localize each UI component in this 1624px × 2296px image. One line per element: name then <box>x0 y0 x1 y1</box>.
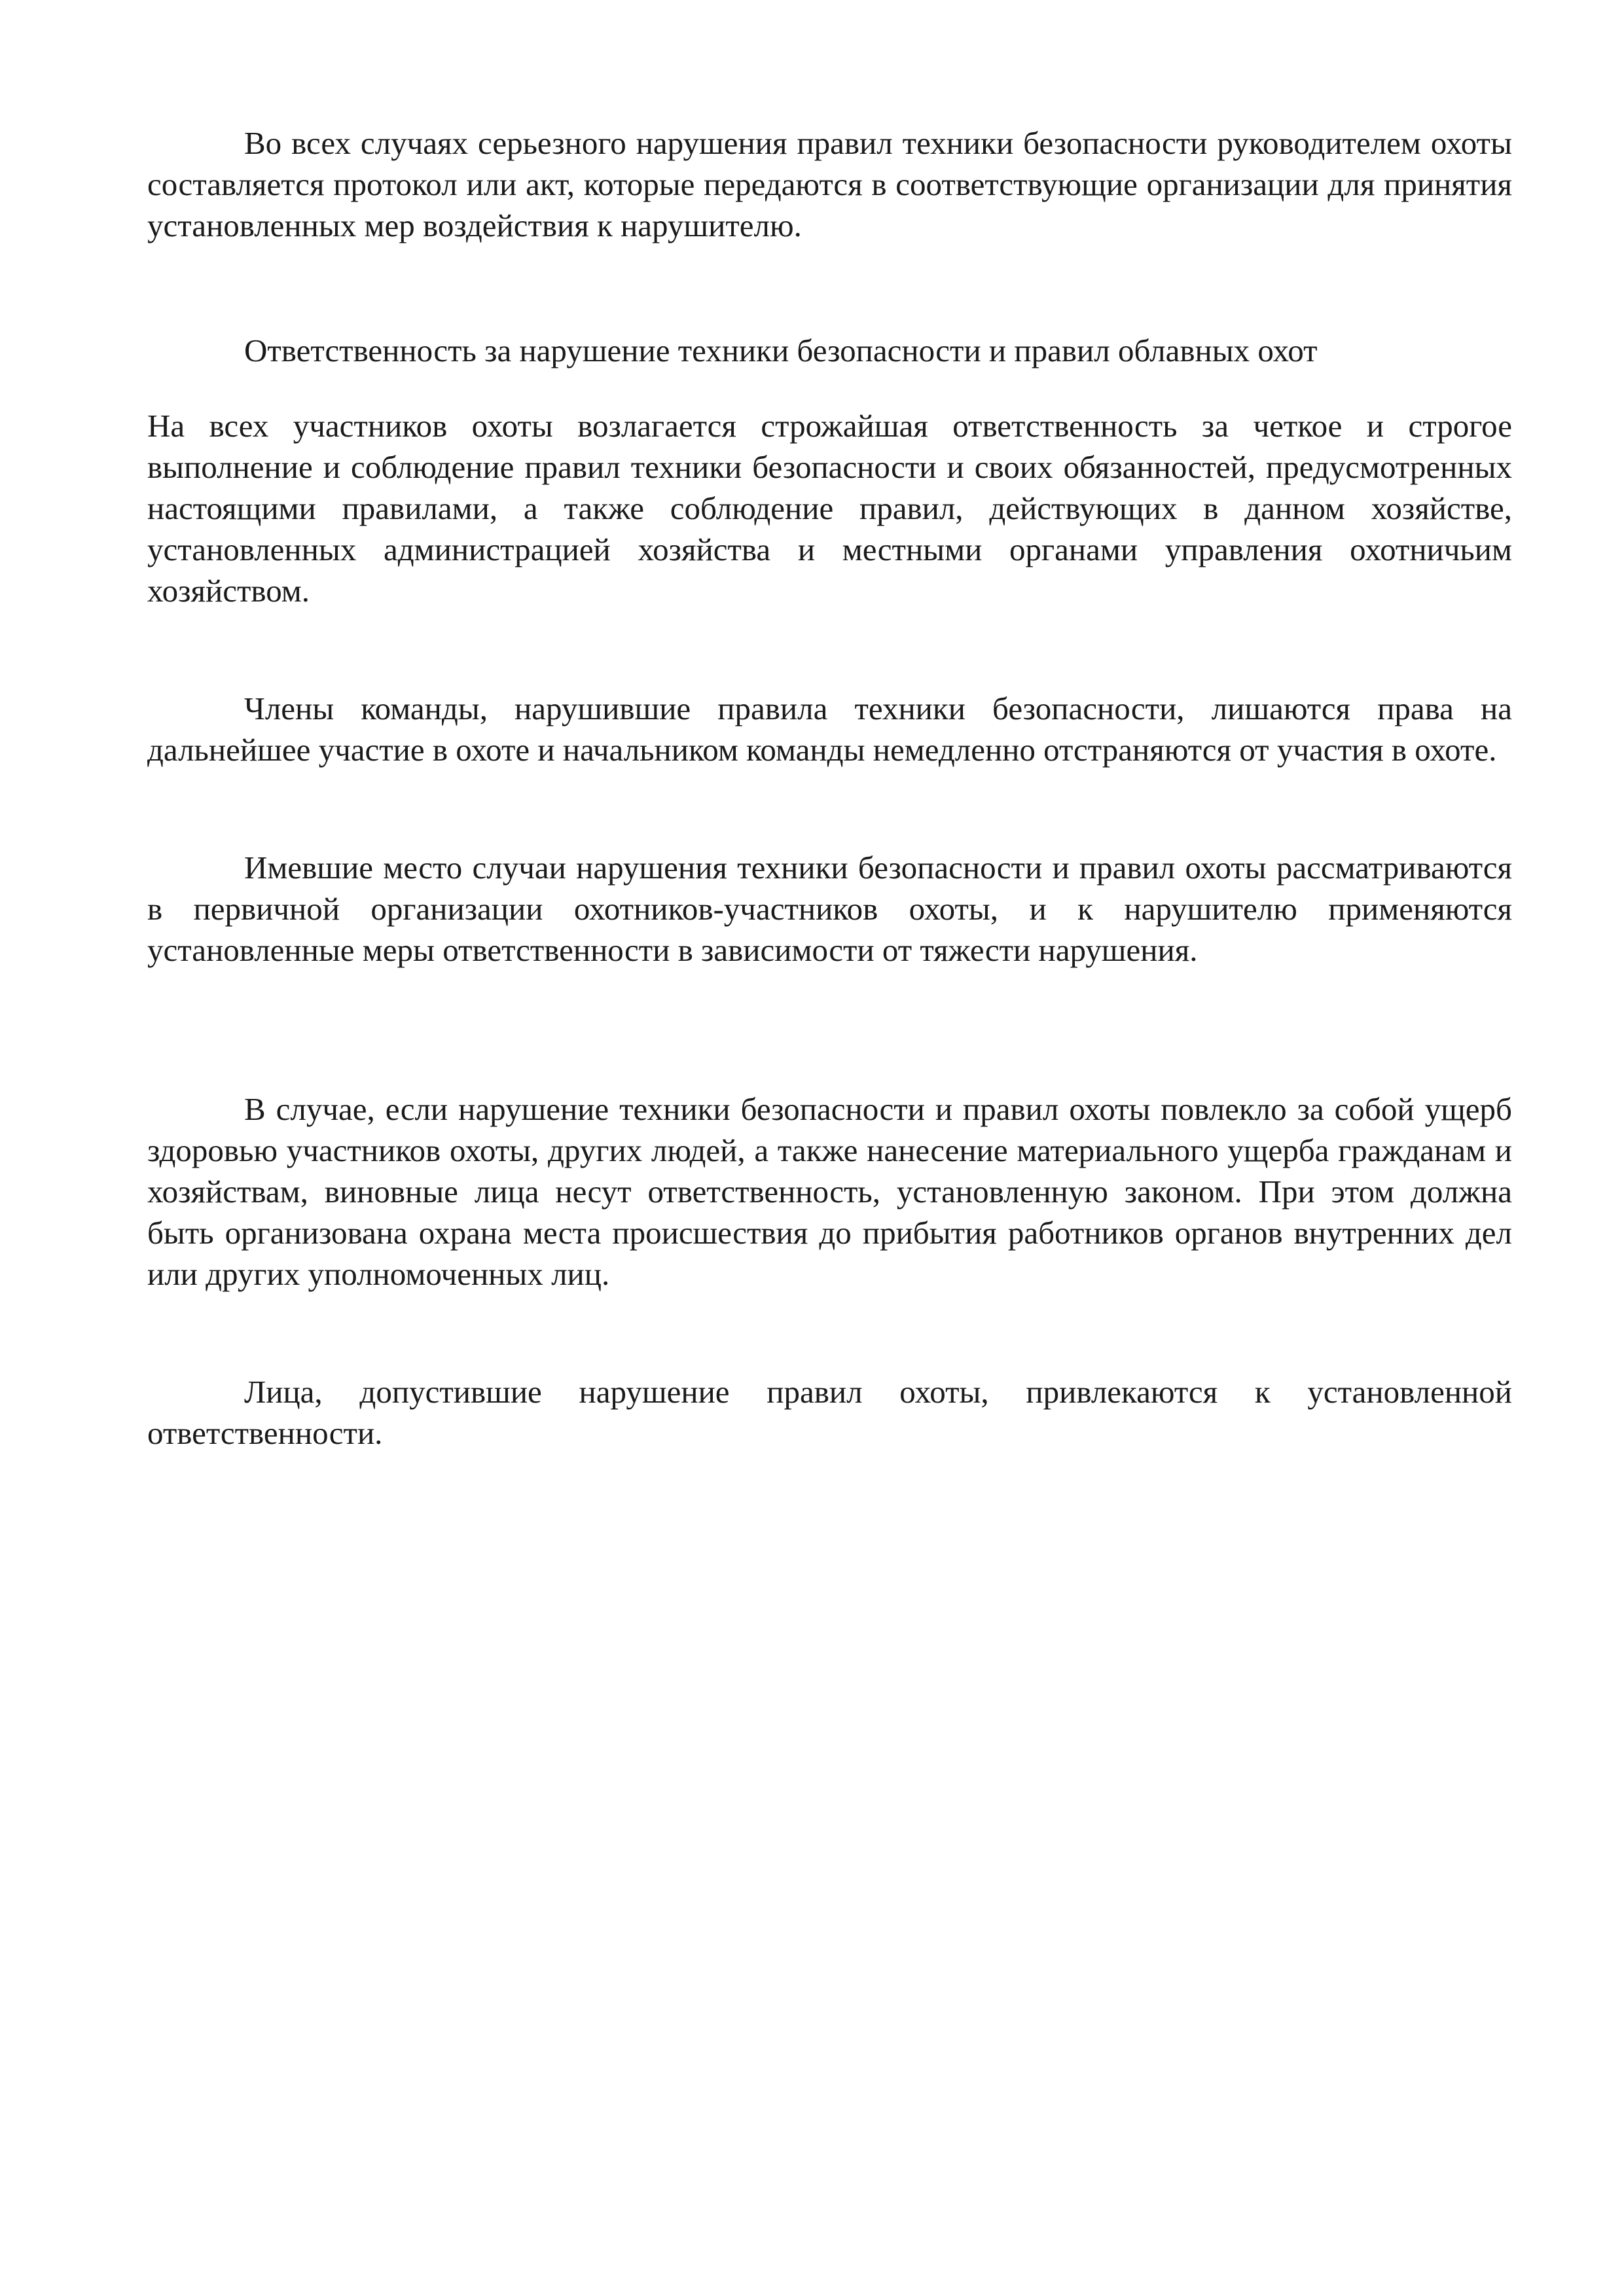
document-body <box>147 122 1512 1454</box>
paragraph-case-review: Имевшие место случаи нарушения техники безопасности и правил охоты рассматриваются в первичной организации охотников-участников охоты, и к нарушителю применяются установленные меры ответственности в зависимости от тяжести нарушения. <box>147 850 1512 968</box>
section-heading: Ответственность за нарушение техники безопасности и правил облавных охот <box>244 332 1318 368</box>
paragraph-hunting-rules: Лица, допустившие нарушение правил охоты, привлекаются к установленной ответственности. <box>147 1374 1512 1451</box>
paragraph-violation-protocol: Во всех случаях серьезного нарушения правил техники безопасности руководителем охоты составляется протокол или акт, которые передаются в соответствующие организации для принятия установленных мер воздействия к нарушителю. <box>147 125 1512 243</box>
paragraph-team-members: Члены команды, нарушившие правила техники безопасности, лишаются права на дальнейшее участие в охоте и начальником команды немедленно отстраняются от участия в охоте. <box>147 691 1512 768</box>
paragraph-participant-responsibility: На всех участников охоты возлагается строжайшая ответственность за четкое и строгое выполнение и соблюдение правил техники безопасности и своих обязанностей, предусмотренных настоящими правилами, а также соблюдение правил, действующих в данном хозяйстве, установленных администрацией хозяйства и местными органами управления охотничьим хозяйством. <box>147 408 1512 609</box>
paragraph-damage-liability: В случае, если нарушение техники безопасности и правил охоты повлекло за собой ущерб здоровью участников охоты, других людей, а также нанесение материального ущерба гражданам и хозяйствам, виновные лица несут ответственность, установленную законом. При этом должна быть организована охрана места происшествия до прибытия работников органов внутренних дел или других уполномоченных лиц. <box>147 1091 1512 1292</box>
